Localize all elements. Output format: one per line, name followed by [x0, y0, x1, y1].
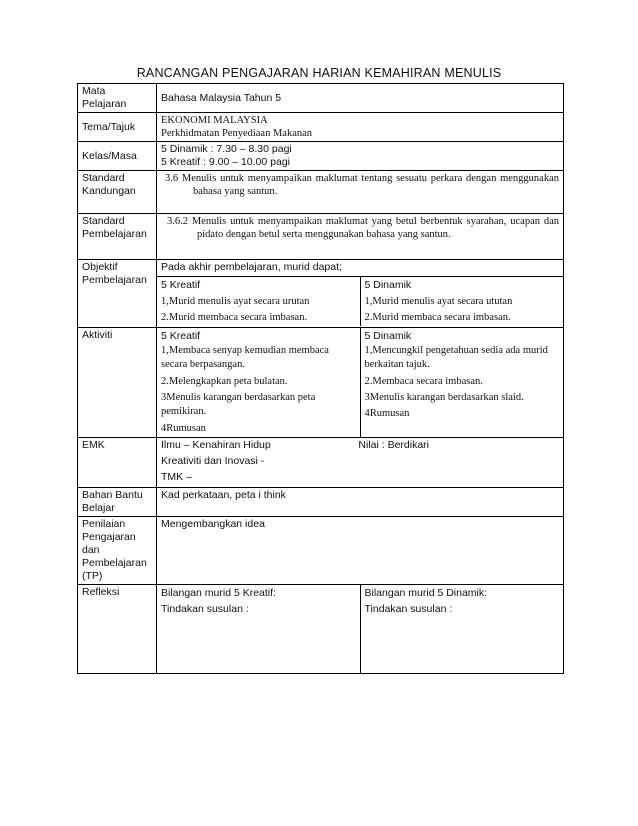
tema-line-2: Perkhidmatan Penyediaan Makanan: [161, 128, 313, 139]
aktiviti-left-2: 2.Melengkapkan peta bulatan.: [161, 376, 288, 387]
kelas-line-2: 5 Kreatif : 9.00 – 10.00 pagi: [161, 156, 291, 168]
label-refleksi: Refleksi: [78, 585, 157, 674]
aktiviti-right-2: 2.Membaca secara imbasan.: [364, 376, 483, 387]
objektif-left-2: 2.Murid membaca secara imbasan.: [161, 312, 308, 323]
row-standard-kandungan: [78, 171, 564, 214]
row-mata-pelajaran: [78, 84, 564, 113]
value-objektif: [157, 260, 564, 328]
refleksi-left-2: Tindakan susulan :: [161, 603, 249, 615]
value-penilaian: Mengembangkan idea: [157, 517, 564, 585]
label-standard-kandungan: Standard Kandungan: [78, 171, 157, 214]
label-mata-pelajaran: Mata Pelajaran: [78, 84, 157, 113]
emk-nilai: Nilai : Berdikari: [358, 439, 429, 451]
row-refleksi: [78, 585, 564, 674]
aktiviti-left-1: 1,Membaca senyap kemudian membaca secara berpasangan.: [161, 345, 329, 370]
aktiviti-right-4: 4Rumusan: [364, 408, 410, 419]
aktiviti-right-1: 1,Mencungkil pengetahuan sedia ada murid berkaitan tajuk.: [364, 345, 548, 370]
label-kelas: Kelas/Masa: [78, 142, 157, 171]
objektif-right-head: 5 Dinamik: [364, 279, 412, 291]
objektif-right-1: 1,Murid menulis ayat secara ututan: [364, 296, 513, 307]
row-penilaian: [78, 517, 564, 585]
aktiviti-right-head: 5 Dinamik: [364, 330, 412, 342]
aktiviti-left-4: 4Rumusan: [161, 423, 206, 434]
value-standard-pembelajaran: [157, 214, 564, 260]
kelas-line-1: 5 Dinamik : 7.30 – 8.30 pagi: [161, 143, 292, 155]
objektif-intro: Pada akhir pembelajaran, murid dapat;: [157, 260, 563, 277]
standard-kandungan-text: 3.6 Menulis untuk menyampaikan maklumat tentang sesuatu perkara dengan menggunakan bahasa yang santun.: [165, 173, 559, 197]
objektif-right-2: 2.Murid membaca secara imbasan.: [364, 312, 511, 323]
label-emk: EMK: [78, 438, 157, 488]
label-tema: Tema/Tajuk: [78, 113, 157, 142]
label-bahan: Bahan Bantu Belajar: [78, 488, 157, 517]
value-kelas: [157, 142, 564, 171]
row-aktiviti: [78, 328, 564, 438]
aktiviti-right-3: 3Menulis karangan berdasarkan slaid.: [364, 392, 524, 403]
lesson-plan-table: [77, 83, 564, 674]
value-refleksi: [157, 585, 564, 674]
emk-line-3: TMK –: [161, 471, 192, 483]
value-emk: [157, 438, 564, 488]
value-mata-pelajaran: Bahasa Malaysia Tahun 5: [157, 84, 564, 113]
emk-line-2: Kreativiti dan Inovasi -: [161, 455, 265, 467]
label-penilaian: Penilaian Pengajaran dan Pembelajaran (TP): [78, 517, 157, 585]
objektif-left-1: 1,Murid menulis ayat secara urutan: [161, 296, 310, 307]
row-bahan: [78, 488, 564, 517]
emk-line-1: Ilmu – Kenahiran Hidup: [161, 439, 271, 451]
objektif-left-head: 5 Kreatif: [161, 279, 201, 291]
row-emk: [78, 438, 564, 488]
row-standard-pembelajaran: [78, 214, 564, 260]
refleksi-left-1: Bilangan murid 5 Kreatif:: [161, 587, 276, 599]
row-objektif: [78, 260, 564, 328]
value-tema: [157, 113, 564, 142]
aktiviti-left-head: 5 Kreatif: [161, 330, 201, 342]
page-title: RANCANGAN PENGAJARAN HARIAN KEMAHIRAN MENULIS: [136, 66, 502, 80]
value-bahan: Kad perkataan, peta i think: [157, 488, 564, 517]
label-objektif: Objektif Pembelajaran: [78, 260, 157, 328]
row-kelas: [78, 142, 564, 171]
row-tema: [78, 113, 564, 142]
value-aktiviti: [157, 328, 564, 438]
value-standard-kandungan: [157, 171, 564, 214]
label-aktiviti: Aktiviti: [78, 328, 157, 438]
refleksi-right-1: Bilangan murid 5 Dinamik:: [364, 587, 488, 599]
label-standard-pembelajaran: Standard Pembelajaran: [78, 214, 157, 260]
standard-pembelajaran-text: 3.6.2 Menulis untuk menyampaikan maklumat yang betul berbentuk syarahan, ucapan dan pidato dengan betul serta menggunakan bahasa yang santun.: [167, 216, 559, 240]
aktiviti-left-3: 3Menulis karangan berdasarkan peta pemikiran.: [161, 392, 316, 417]
tema-line-1: EKONOMI MALAYSIA: [161, 115, 268, 126]
refleksi-right-2: Tindakan susulan :: [364, 603, 453, 615]
